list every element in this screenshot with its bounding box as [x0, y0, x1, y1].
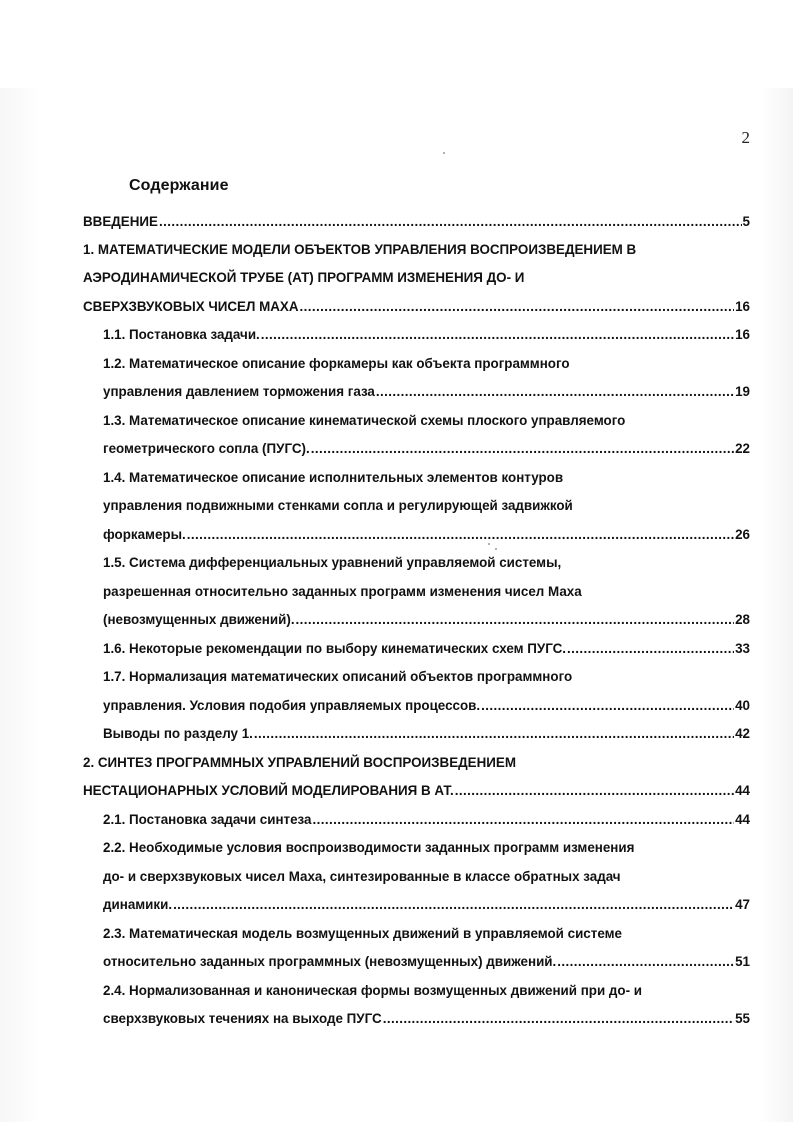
- toc-entry-page: 33: [735, 641, 750, 656]
- toc-entry-text: 1.5. Система дифференциальных уравнений управляемой системы,: [103, 555, 562, 570]
- toc-entry[interactable]: [103, 552, 750, 574]
- dot-leader: [455, 780, 734, 802]
- toc-entry[interactable]: [103, 837, 750, 859]
- toc-entry[interactable]: [103, 894, 750, 916]
- toc-entry-page: 44: [735, 812, 750, 827]
- toc-entry-page: 40: [735, 698, 750, 713]
- toc-entry[interactable]: [103, 609, 750, 631]
- toc-entry[interactable]: [103, 723, 750, 745]
- toc-entry[interactable]: [103, 438, 750, 460]
- dot-leader: [187, 524, 734, 546]
- toc-entry[interactable]: [83, 211, 750, 233]
- toc-entry-page: 5: [742, 214, 750, 229]
- toc-entry[interactable]: [103, 695, 750, 717]
- toc-entry[interactable]: [83, 752, 750, 774]
- dot-leader: [567, 638, 734, 660]
- toc-entry[interactable]: [103, 638, 750, 660]
- toc-entry-text: 1.7. Нормализация математических описаний объектов программного: [103, 669, 573, 684]
- toc-entry-text: (невозмущенных движений).: [103, 612, 295, 627]
- toc-entry[interactable]: [103, 381, 750, 403]
- toc-title: Содержание: [129, 177, 229, 194]
- dot-leader: [254, 723, 734, 745]
- toc-entry[interactable]: [103, 324, 750, 346]
- toc-entry-text: 2.1. Постановка задачи синтеза: [103, 812, 312, 827]
- toc-entry-page: 47: [735, 897, 750, 912]
- toc-entry-page: 28: [735, 612, 750, 627]
- toc-entry-text: 2.2. Необходимые условия воспроизводимости заданных программ изменения: [103, 840, 635, 855]
- toc-entry[interactable]: [83, 296, 750, 318]
- dot-leader: [383, 1008, 734, 1030]
- dot-leader: [296, 609, 735, 631]
- toc-entry-page: 16: [735, 299, 750, 314]
- toc-entry-text: НЕСТАЦИОНАРНЫХ УСЛОВИЙ МОДЕЛИРОВАНИЯ В АТ.: [83, 783, 454, 798]
- dot-leader: [481, 695, 734, 717]
- dot-leader: [159, 211, 742, 233]
- toc-entry-text: СВЕРХЗВУКОВЫХ ЧИСЕЛ МАХА: [83, 299, 299, 314]
- dot-leader: [376, 381, 734, 403]
- toc-entry-text: ВВЕДЕНИЕ: [83, 214, 158, 229]
- toc-entry-text: до- и сверхзвуковых чисел Маха, синтезированные в классе обратных задач: [103, 869, 621, 884]
- dot-leader: [312, 809, 734, 831]
- toc-entry-text: сверхзвуковых течениях на выходе ПУГС: [103, 1011, 382, 1026]
- toc-entry-page: 42: [735, 726, 750, 741]
- scan-speck: [443, 152, 445, 154]
- toc-entry[interactable]: [103, 495, 750, 517]
- toc-entry-text: управления давлением торможения газа: [103, 384, 375, 399]
- toc-entry[interactable]: [103, 809, 750, 831]
- toc-entry-page: 16: [735, 327, 750, 342]
- toc-entry-text: 2.3. Математическая модель возмущенных движений в управляемой системе: [103, 926, 622, 941]
- toc-entry-text: 1. МАТЕМАТИЧЕСКИЕ МОДЕЛИ ОБЪЕКТОВ УПРАВЛЕНИЯ ВОСПРОИЗВЕДЕНИЕМ В: [83, 242, 637, 257]
- toc-entry-page: 44: [735, 783, 750, 798]
- toc-entry-text: 2. СИНТЕЗ ПРОГРАММНЫХ УПРАВЛЕНИЙ ВОСПРОИЗВЕДЕНИЕМ: [83, 755, 516, 770]
- toc-entry-text: 1.4. Математическое описание исполнительных элементов контуров: [103, 470, 564, 485]
- dot-leader: [173, 894, 734, 916]
- scan-speck: [488, 543, 490, 545]
- toc-entry-text: геометрического сопла (ПУГС).: [103, 441, 310, 456]
- toc-entry[interactable]: [103, 866, 750, 888]
- toc-entry-text: управления. Условия подобия управляемых процессов.: [103, 698, 481, 713]
- toc-entry-text: АЭРОДИНАМИЧЕСКОЙ ТРУБЕ (АТ) ПРОГРАММ ИЗМЕНЕНИЯ ДО- И: [83, 270, 525, 285]
- toc-entry[interactable]: [103, 581, 750, 603]
- toc-entry-page: 51: [735, 954, 750, 969]
- toc-entry[interactable]: [103, 666, 750, 688]
- toc-entry-text: форкамеры.: [103, 527, 186, 542]
- toc-entry[interactable]: [103, 1008, 750, 1030]
- toc-entry[interactable]: [83, 267, 750, 289]
- toc-entry[interactable]: [103, 980, 750, 1002]
- toc-entry[interactable]: [103, 467, 750, 489]
- dot-leader: [261, 324, 734, 346]
- toc-entry-text: 1.1. Постановка задачи.: [103, 327, 260, 342]
- toc-entry-text: относительно заданных программных (невозмущенных) движений.: [103, 954, 557, 969]
- dot-leader: [311, 438, 734, 460]
- toc-entry-text: управления подвижными стенками сопла и регулирующей задвижкой: [103, 498, 573, 513]
- toc-entry[interactable]: [103, 923, 750, 945]
- toc-entry[interactable]: [103, 951, 750, 973]
- toc-entry-text: 1.3. Математическое описание кинематической схемы плоского управляемого: [103, 413, 626, 428]
- toc-entry-text: 1.2. Математическое описание форкамеры как объекта программного: [103, 356, 570, 371]
- toc-entry-text: динамики.: [103, 897, 173, 912]
- toc-entry[interactable]: [103, 353, 750, 375]
- toc-entry-page: 26: [735, 527, 750, 542]
- toc-entry[interactable]: [103, 410, 750, 432]
- toc-entry[interactable]: [83, 239, 750, 261]
- toc-entry-page: 19: [735, 384, 750, 399]
- scan-speck: [495, 548, 497, 550]
- toc-entry-text: 2.4. Нормализованная и каноническая формы возмущенных движений при до- и: [103, 983, 643, 998]
- toc-entry-page: 22: [735, 441, 750, 456]
- toc-entry-text: 1.6. Некоторые рекомендации по выбору кинематических схем ПУГС.: [103, 641, 567, 656]
- page-number: 2: [741, 128, 750, 147]
- dot-leader: [557, 951, 734, 973]
- toc-entry-text: Выводы по разделу 1.: [103, 726, 253, 741]
- toc-entry[interactable]: [83, 780, 750, 802]
- toc-entry-page: 55: [735, 1011, 750, 1026]
- toc-entry[interactable]: [103, 524, 750, 546]
- toc-entry-text: разрешенная относительно заданных программ изменения чисел Маха: [103, 584, 582, 599]
- dot-leader: [300, 296, 735, 318]
